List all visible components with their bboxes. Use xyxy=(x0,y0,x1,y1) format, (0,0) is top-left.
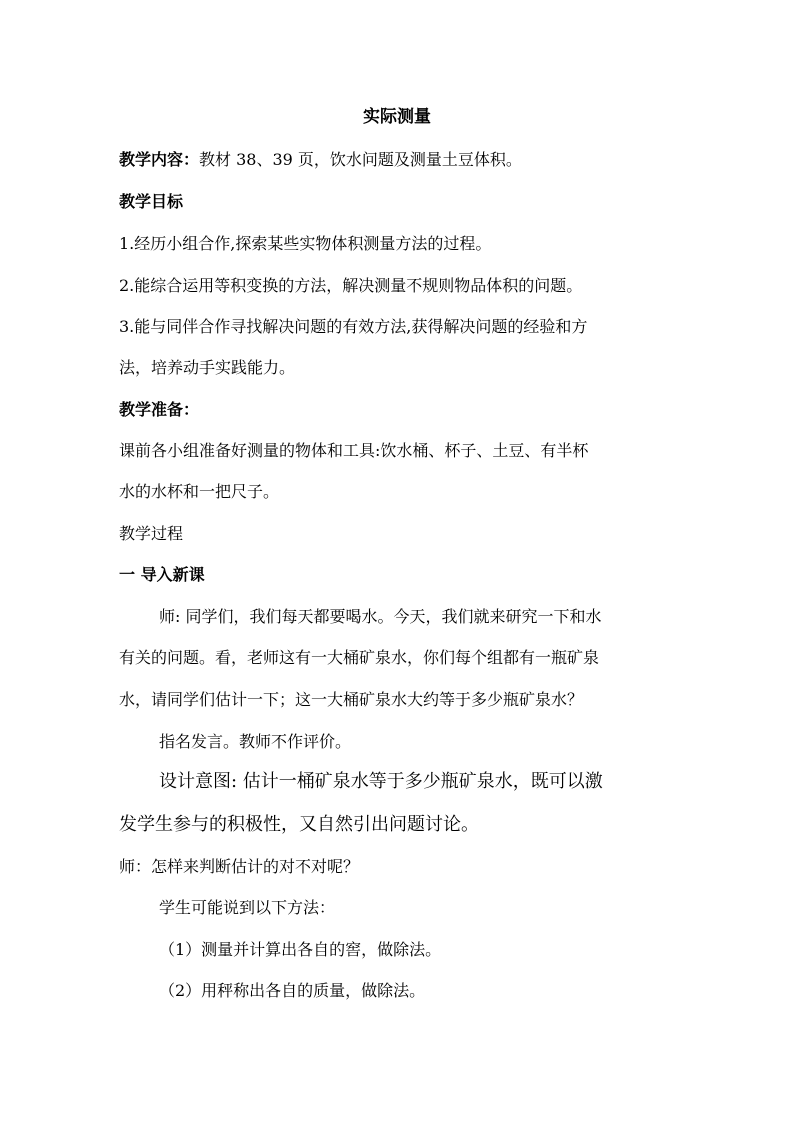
goal-item-3-line2: 法，培养动手实践能力。 xyxy=(119,358,296,377)
content-text: 教材 38、39 页，饮水问题及测量土豆体积。 xyxy=(199,150,522,169)
prep-line2: 水的水杯和一把尺子。 xyxy=(119,482,280,501)
document-title: 实际测量 xyxy=(363,107,431,127)
methods-intro: 学生可能说到以下方法： xyxy=(159,898,336,917)
content-line xyxy=(119,150,522,170)
prep-line1: 课前各小组准备好测量的物体和工具:饮水桶、杯子、土豆、有半杯 xyxy=(119,441,589,460)
content-label: 教学内容： xyxy=(119,150,200,169)
design-intent-line1: 设计意图: 估计一桶矿泉水等于多少瓶矿泉水，既可以激 xyxy=(159,771,603,792)
para-1-line1: 师: 同学们，我们每天都要喝水。今天，我们就来研究一下和水 xyxy=(159,607,602,626)
process-heading: 教学过程 xyxy=(119,524,184,543)
para-1-line3: 水，请同学们估计一下；这一大桶矿泉水大约等于多少瓶矿泉水？ xyxy=(119,690,584,709)
method-item-2: （2）用秤称出各自的质量，做除法。 xyxy=(159,981,426,1000)
section-1-heading: 一 导入新课 xyxy=(119,565,205,584)
para-2: 指名发言。教师不作评价。 xyxy=(159,732,352,751)
prep-heading: 教学准备： xyxy=(119,400,200,419)
teacher-question: 师：怎样来判断估计的对不对呢？ xyxy=(119,857,360,876)
design-intent-line2: 发学生参与的积极性，又自然引出问题讨论。 xyxy=(119,814,479,835)
para-1-line2: 有关的问题。看，老师这有一大桶矿泉水，你们每个组都有一瓶矿泉 xyxy=(119,648,600,667)
goal-item-3-line1: 3.能与同伴合作寻找解决问题的有效方法,获得解决问题的经验和方 xyxy=(119,317,588,336)
goals-heading: 教学目标 xyxy=(119,192,184,211)
method-item-1: （1）测量并计算出各自的窖，做除法。 xyxy=(159,940,442,959)
goal-item-1: 1.经历小组合作,探索某些实物体积测量方法的过程。 xyxy=(119,234,492,253)
goal-item-2: 2.能综合运用等积变换的方法，解决测量不规则物品体积的问题。 xyxy=(119,276,583,295)
